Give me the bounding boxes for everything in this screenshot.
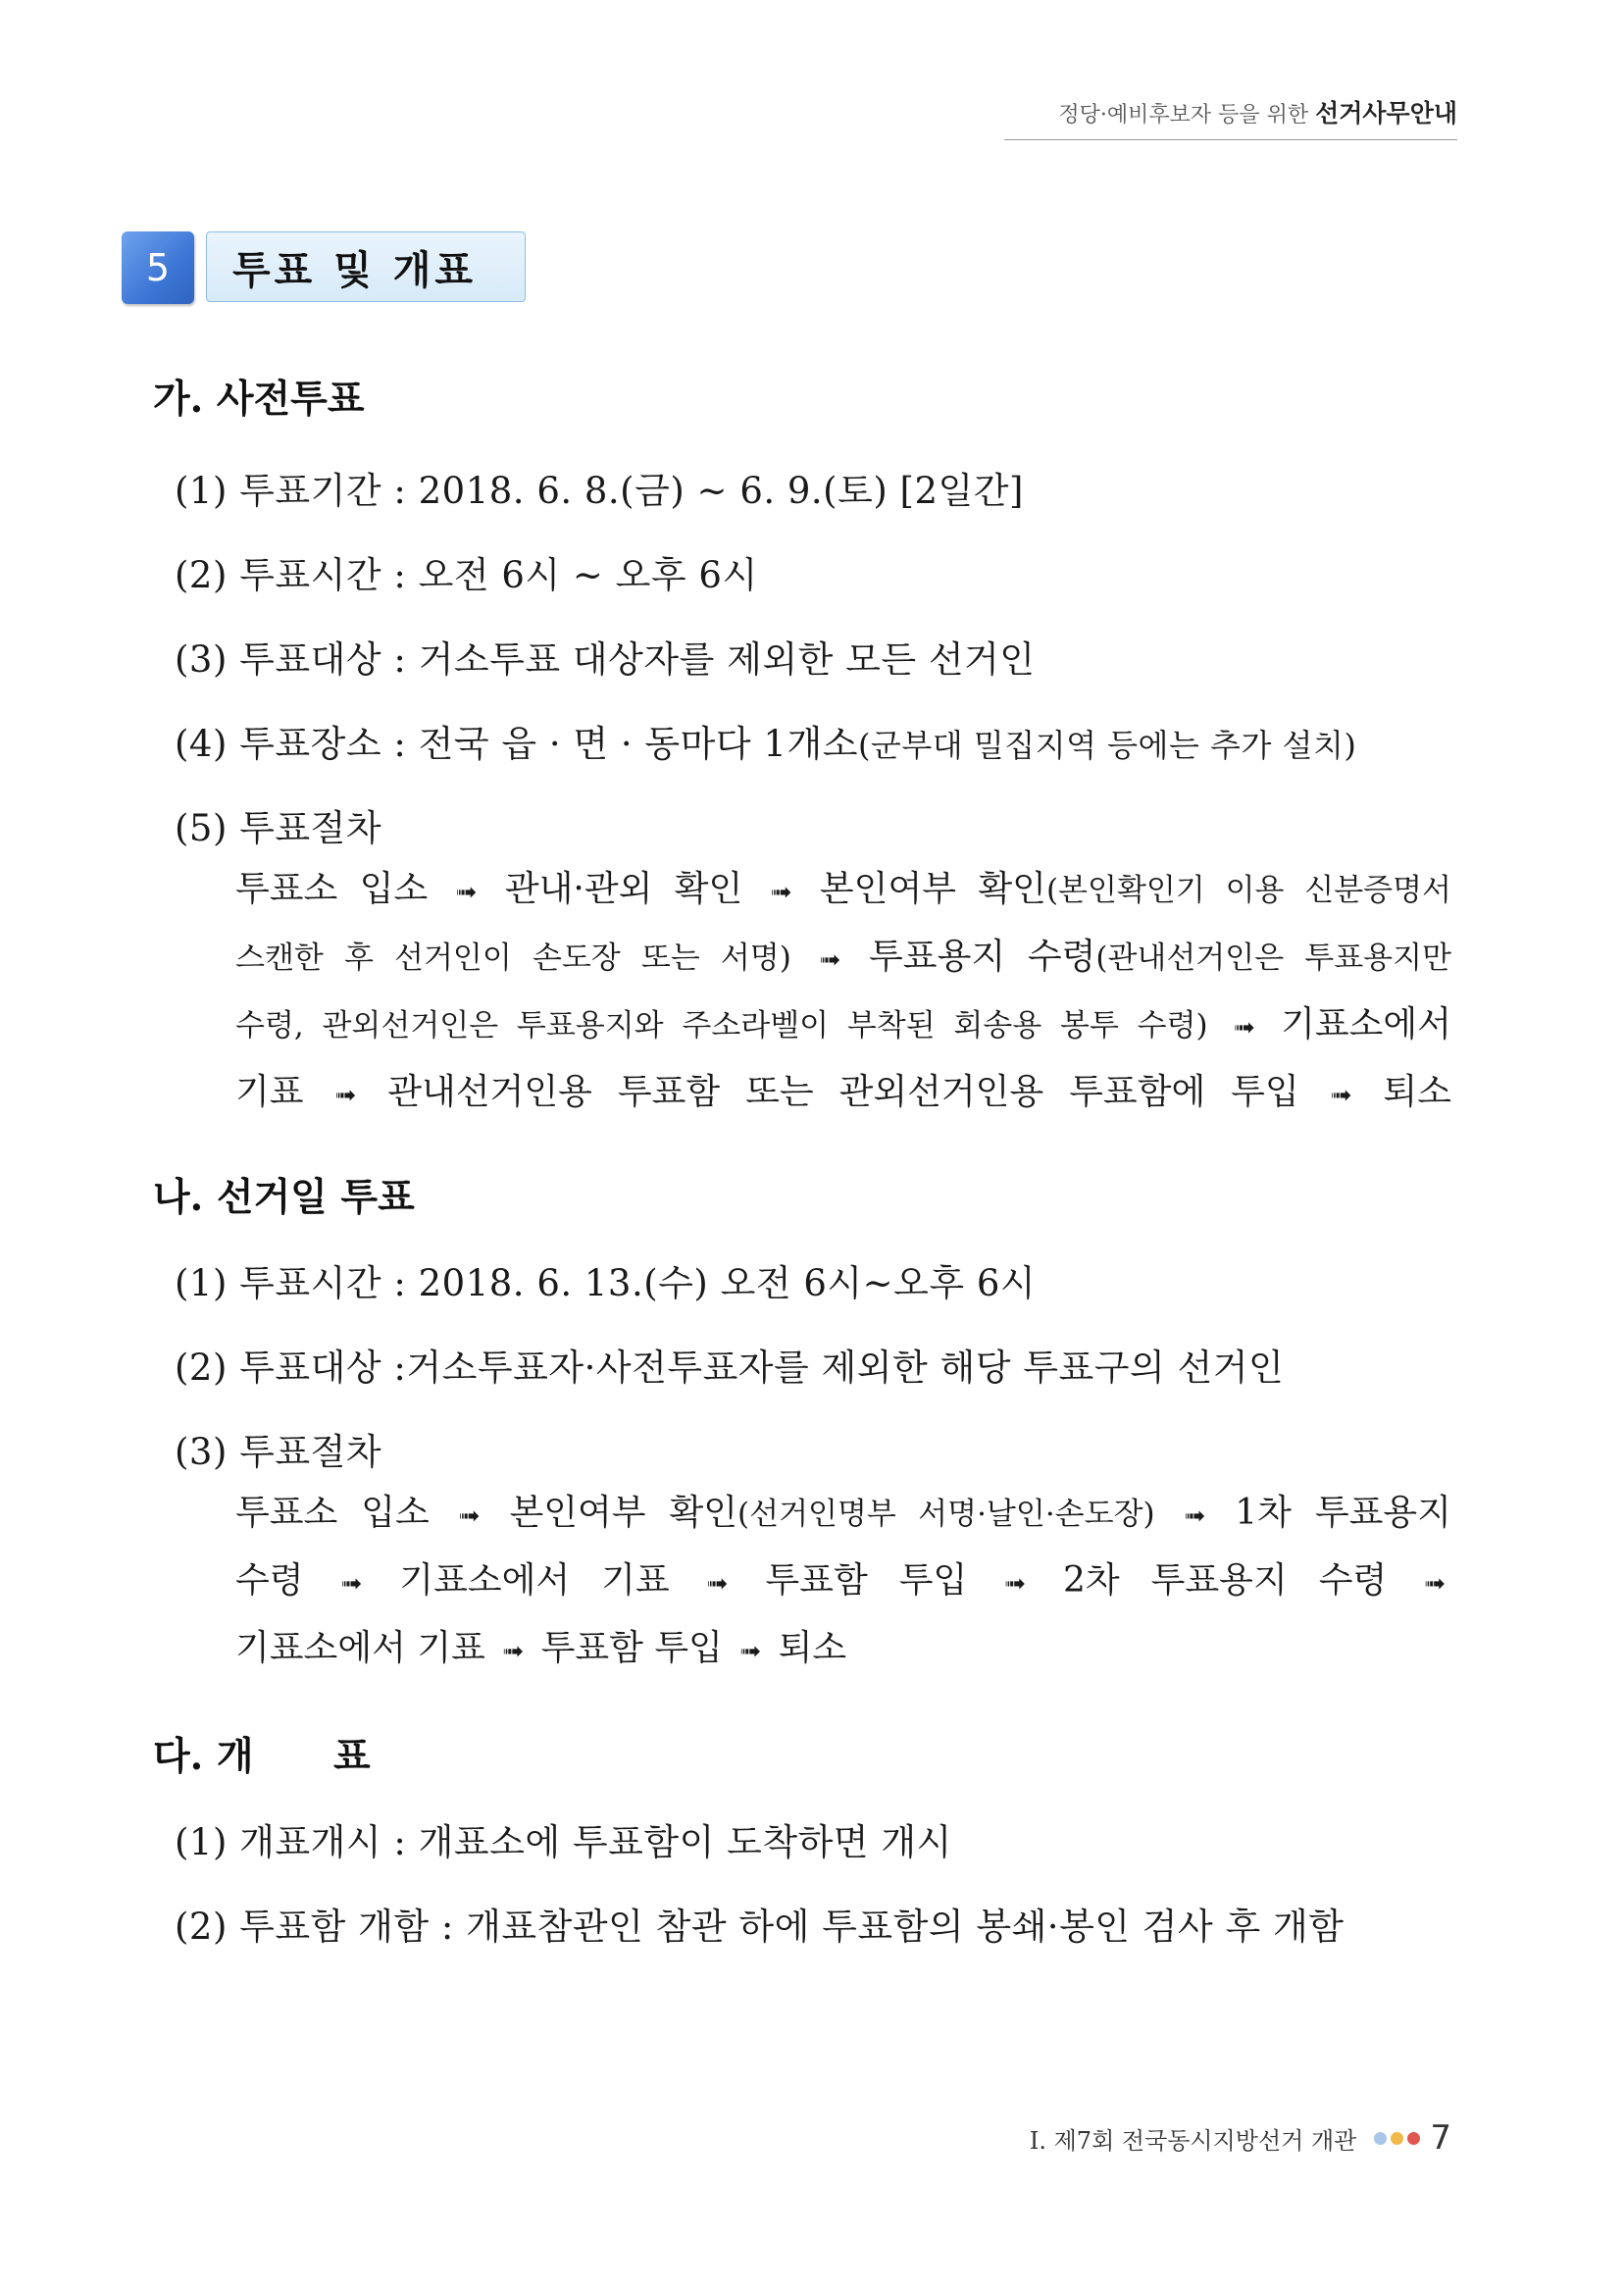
header-title: 선거사무안내 [1315, 99, 1457, 127]
proc-step: 퇴소 [1383, 1072, 1451, 1112]
section-title: 투표 및 개표 [206, 231, 526, 302]
na-proc-line-1 [235, 1481, 1451, 1549]
ga-item-3: (3) 투표대상 : 거소투표 대상자를 제외한 모든 선거인 [175, 638, 1036, 681]
arrow-icon: ➟ [1424, 1569, 1446, 1599]
footer-dot-1 [1374, 2132, 1387, 2145]
arrow-icon: ➟ [770, 878, 792, 907]
na-item-1: (1) 투표시간 : 2018. 6. 13.(수) 오전 6시~오후 6시 [175, 1262, 1037, 1304]
na-proc-line-2 [235, 1549, 1451, 1616]
header-prefix: 정당·예비후보자 등을 위한 [1058, 103, 1316, 127]
da-item-2: (2) 투표함 개함 : 개표참관인 참관 하에 투표함의 봉쇄·봉인 검사 후 개함 [175, 1906, 1345, 1948]
proc-step: 기표 [235, 1072, 304, 1112]
arrow-icon: ➟ [458, 1501, 481, 1531]
heading-ga: 가. 사전투표 [153, 377, 365, 422]
page-footer [1030, 2118, 1451, 2158]
ga-item-5: (5) 투표절차 [175, 807, 382, 849]
proc-step: 기표소에서 기표 [235, 1628, 485, 1668]
na-item-2: (2) 투표대상 :거소투표자·사전투표자를 제외한 해당 투표구의 선거인 [175, 1347, 1285, 1389]
arrow-icon: ➟ [1233, 1013, 1255, 1043]
ga-procedure [235, 857, 1451, 1128]
proc-step: 기표소에서 [1281, 1004, 1451, 1044]
proc-step: 본인여부 확인 [819, 869, 1046, 909]
arrow-icon: ➟ [819, 945, 841, 975]
proc-note: 스캔한 후 선거인이 손도장 또는 서명) [235, 941, 791, 976]
proc-step: 본인여부 확인 [509, 1493, 738, 1533]
ga-item-1: (1) 투표기간 : 2018. 6. 8.(금) ~ 6. 9.(토) [2일간] [175, 470, 1024, 512]
proc-step: 1차 투표용지 [1235, 1493, 1451, 1533]
ga-item-4-main: (4) 투표장소 : 전국 읍 · 면 · 동마다 1개소 [175, 723, 858, 765]
arrow-icon: ➟ [1330, 1081, 1352, 1110]
heading-da: 다. 개 표 [153, 1734, 371, 1779]
page-number: 7 [1430, 2118, 1451, 2158]
proc-step: 관내선거인용 투표함 또는 관외선거인용 투표함에 투입 [387, 1072, 1299, 1112]
arrow-icon: ➟ [340, 1569, 363, 1599]
arrow-icon: ➟ [455, 878, 478, 907]
footer-dots [1370, 2132, 1420, 2145]
proc-step: 퇴소 [778, 1628, 847, 1668]
ga-item-2: (2) 투표시간 : 오전 6시 ~ 오후 6시 [175, 554, 758, 596]
proc-step: 투표용지 수령 [869, 937, 1096, 977]
proc-step: 기표소에서 기표 [399, 1560, 670, 1601]
proc-note: (본인확인기 이용 신분증명서 [1045, 873, 1451, 908]
da-item-1: (1) 개표개시 : 개표소에 투표함이 도착하면 개시 [175, 1821, 952, 1863]
proc-note: 수령, 관외선거인은 투표용지와 주소라벨이 부착된 회송용 봉투 수령) [235, 1008, 1208, 1043]
arrow-icon: ➟ [739, 1637, 762, 1666]
proc-step: 투표함 투입 [540, 1628, 723, 1668]
footer-text: Ⅰ. 제7회 전국동시지방선거 개관 [1029, 2126, 1357, 2155]
proc-step: 투표함 투입 [765, 1560, 968, 1601]
proc-step: 2차 투표용지 수령 [1063, 1560, 1388, 1601]
footer-dot-2 [1391, 2132, 1403, 2145]
proc-step: 관내·관외 확인 [504, 869, 743, 909]
arrow-icon: ➟ [706, 1569, 729, 1599]
proc-step: 투표소 입소 [235, 869, 429, 909]
arrow-icon: ➟ [334, 1081, 357, 1110]
proc-note: (관내선거인은 투표용지만 [1095, 941, 1451, 976]
ga-proc-line-2 [235, 925, 1451, 992]
arrow-icon: ➟ [1004, 1569, 1027, 1599]
ga-proc-line-4 [235, 1060, 1451, 1128]
ga-item-4-note: (군부대 밀집지역 등에는 추가 설치) [857, 727, 1357, 764]
ga-proc-line-1 [235, 857, 1451, 925]
section-number-badge: 5 [122, 231, 194, 304]
proc-note: (선거인명부 서명·날인·손도장) [737, 1497, 1155, 1532]
na-procedure [235, 1481, 1451, 1684]
proc-step: 수령 [235, 1560, 304, 1601]
arrow-icon: ➟ [1184, 1501, 1206, 1531]
na-proc-line-3 [235, 1616, 1451, 1684]
proc-step: 투표소 입소 [235, 1493, 430, 1533]
ga-item-4 [175, 714, 1356, 767]
ga-proc-line-3 [235, 992, 1451, 1060]
heading-na: 나. 선거일 투표 [153, 1175, 415, 1220]
running-header [1004, 94, 1457, 140]
na-item-3: (3) 투표절차 [175, 1431, 382, 1473]
arrow-icon: ➟ [502, 1637, 525, 1666]
footer-dot-3 [1407, 2132, 1420, 2145]
